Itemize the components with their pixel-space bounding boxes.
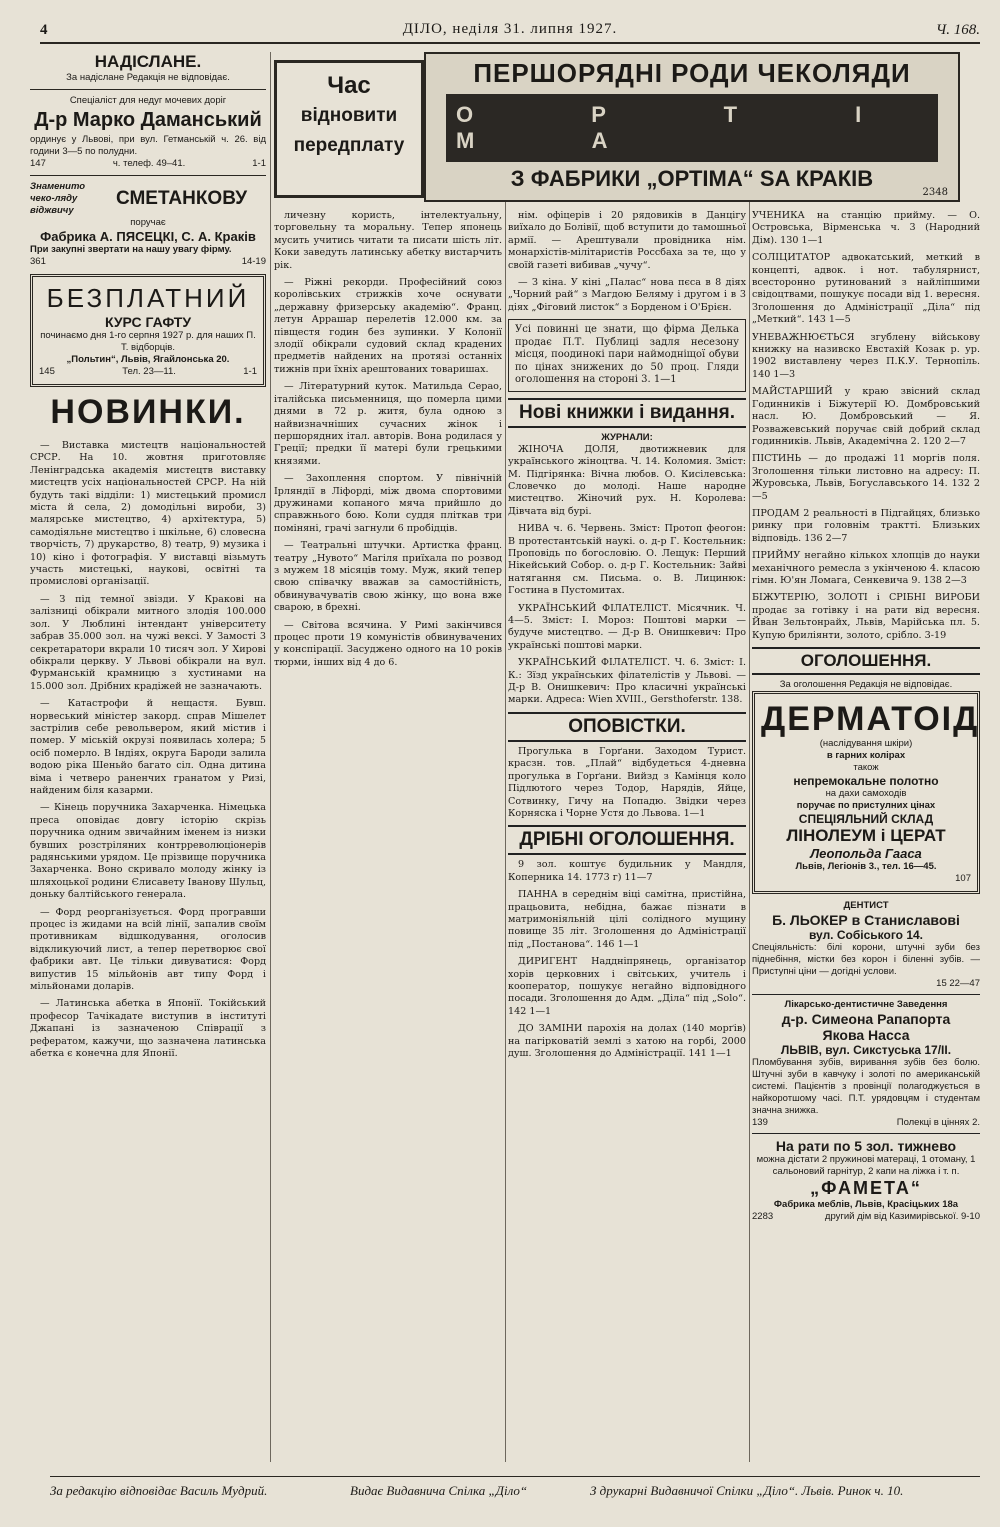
ad-number: 361 — [30, 256, 46, 267]
divider — [30, 175, 266, 176]
book-entry: УКРАЇНСЬКИЙ ФІЛАТЕЛІСТ. Місячник. Ч. 4—5. Зміст: І. Мороз: Поштові марки — будуче мистецтво. — Д-р В. Онишкевич: Про українські поштові марки. — [508, 602, 746, 651]
fam-line: другий дім від Казимирівської. 9-10 — [824, 1211, 980, 1222]
smet-text: При закупні звертати на нашу увагу фірму. — [30, 244, 232, 255]
classified: УНЕВАЖНЮЄТЬСЯ згублену військову книжку на називско Евстахій Козак р. ур. 1902 виставлену через П.К.У. Тернопіль. 140 1—3 — [752, 331, 980, 380]
derm-line: в гарних колірах — [826, 750, 906, 761]
free-sub: КУРС ГАФТУ — [104, 314, 192, 330]
fam-line: На рати по 5 зол. тижнево — [775, 1138, 957, 1154]
small-ad: ПАННА в середнім віці самітна, пристійна, працьовита, небідна, бажає пізнати в матримоніяльній цілі солідного мущину повище 35 літ. Зголошення до Адміністрації під „Постанова“. 146 1—1 — [508, 889, 746, 950]
small-ad: ДИРИГЕНТ Наддніпрянець, організатор хорів церковних і світських, учитель і кооператор, пошукує негайно відповідного посади. Зголошення до Адм. „Діла“ під „Solo“. 142 1—1 — [508, 956, 746, 1017]
news-item: — З під темної звізди. У Кракові на залізниці обікрали митного злодія 100.000 зол. У Люблині інтендант університету забрав 35.000 зол. на чужі вексі. У Замості 3 секретаратори вкрали 10 тисяч зол. У Хировi обікрали церкву. У Львові обікрали на вул. Фурманській крамницю з хустинами на 15.000 зол. Дрібних крадіжей не зазначають. — [30, 593, 266, 692]
derm-line: непремокальне полотно — [793, 774, 939, 788]
notices-title: ОПОВІСТКИ. — [508, 712, 746, 742]
fam-line: Фабрика меблів, Львів, Красіцьких 18а — [773, 1199, 959, 1210]
smetanka-ad-top — [30, 181, 266, 217]
column-3 — [508, 210, 746, 1467]
dent-line: Б. ЛЬОКЕР в Станиславові — [772, 912, 960, 928]
doctor-footer — [30, 158, 266, 170]
renew-subscription-ad — [274, 60, 424, 198]
news-item: — Форд реорганізується. Форд програвши процес із жидами на всій лінії, запалив своїм противникам відшкодування, оголосив відкликуючий лист, а тепер перетворює свої фабрики авт. Це тільки дивуватися: Форд випустив 15 мільйонів авт типу Форд і мільйонами доларів. — [30, 906, 266, 993]
free-title: БЕЗПЛАТНИЙ — [46, 283, 250, 313]
ad-number: 2283 — [752, 1211, 774, 1222]
dent-line: вул. Собіського 14. — [808, 928, 924, 942]
books-title: Нові книжки і видання. — [508, 398, 746, 428]
fameta-ad — [752, 1138, 980, 1223]
ad-number: 145 — [39, 366, 55, 377]
doctor-spec: Спеціаліст для недуг мочевих доріг — [69, 95, 227, 106]
free-course-ad — [30, 274, 266, 387]
shoe-ad: Усі повинні це знати, що фірма Делька продає П.Т. Публиці задля несезону місця, поодинокі пари наймодніщої обуви по цінах знижених до 50 проц. Гляди оголошення на стороні 3. 1—1 — [508, 319, 746, 392]
derm-line: (наслідування шкіри) — [819, 738, 913, 749]
book-entry: ЖІНОЧА ДОЛЯ, двотижневик для українського жіноцтва. Ч. 14. Коломия. Зміст: М. Підгірянка: Вічна любов. О. Кисілевська: Словечко до молоді. Наше народне мистецтво. Жіночий рух. Н. Королева: Дівчата від бурі. — [508, 443, 746, 517]
derm-line: також — [853, 762, 879, 773]
renew-line-2: відновити — [300, 105, 398, 126]
dermatoid-ad — [752, 691, 980, 894]
small-ad: ДО ЗАМІНИ парохія на долах (140 морґів) на пагірковатій землі з хатою на горбі, 2000 душ. Зголошення до Адміністрації. 141 1—1 — [508, 1023, 746, 1059]
news-item: — Виставка мистецтв національностей СРСР. На 10. жовтня приготовляє Ленінградська академія мистецтв виставку мистецтв усіх національностей СРСР. На ній будуть такі відділи: 1) мистецький промисл міста й села, 2) домодільні вироби, 3) малярське мистецтво, 4) архітектура, 5) самодіяльне мистецтво і шкільне, 6) словесна творчість, 7) друкарство, 8) театр, 9) музика і 10) кіно і фотографія. У виставці візьмуть участь мистецькі, наукові, освітні та промислові організації. — [30, 440, 266, 588]
chocolate-banner-ad — [424, 52, 960, 202]
page-footer — [50, 1476, 980, 1501]
article: нім. офіцерів і 20 рядовиків в Данцігу виїхало до Болівії, щоб вступити до тамошньої армії. — Арештували провідника нім. монархістів-мілітаристів Россбаха за те, що у своїй газеті вибивав „чучу“. — [508, 210, 746, 271]
news-item: — Катастрофи й нещастя. Бувш. норвеський міністер закорд. справ Мішелет застрілив себе револьвером, який містив і помер. У міській окрузі появилась холера; 5 осіб померло. В Індіях, округа Бароди залила водою ріка Шеньйо багато сіл. Одна дитина віма і четверо раненчих гранатом у Ризі, найденим біля казарми. — [30, 698, 266, 796]
ad-number: 15 22—47 — [936, 978, 980, 989]
ad-number: 107 — [955, 873, 971, 884]
column-divider — [270, 52, 271, 1462]
page-header — [40, 20, 980, 44]
nadislane-sub: За надіслане Редакція не відповідає. — [66, 72, 230, 83]
classified: МАЙСТАРШИЙ у краю звісний склад Годинників і Біжутерії Ю. Домбровський насл. Ю. Домбровський — Я. Розважевський поручає свій добрий склад годинників. Львів, Академічна 2. 120 2—7 — [752, 386, 980, 447]
derm-line: поручає по пристулних цінах — [796, 800, 936, 811]
article: — З кіна. У кіні „Палас“ нова пєса в 8 діях „Чорний рай“ з Магдою Беляму і другом і в 3 діях „Фіговий листок“ з Борденом і О'Брієн. — [508, 277, 746, 313]
classified: ПРОДАМ 2 реальності в Підгайцях, близько ринку при головнім трактті. Близьких відповідь. 136 2—7 — [752, 507, 980, 544]
lik-footer — [752, 1117, 980, 1129]
column-divider — [749, 200, 750, 1462]
ad-code: 14-19 — [241, 256, 266, 267]
article: — Ріжні рекорди. Професійний союз королівських стрижків хоче оснувати „державну фризерську академію“. Франц. летун Аррашар перелетів 12.000 км. за півщестя годин без зупинки. У Колонії злодії обікрали судовий склад крадених предметів найдених на протязі останніх тижнів при їхніх арештованих товаришах. — [274, 277, 502, 375]
book-entry: УКРАЇНСЬКИЙ ФІЛАТЕЛІСТ. Ч. 6. Зміст: І. К.: Зїзд українських філателістів у Львові. — Д-р В. Онишкевич: Про класичні українські марки. Адреса: Wien XVIII., Gersthoferstr. 138. — [508, 657, 746, 706]
free-footer — [39, 366, 257, 378]
derm-title: ДЕРМАТОІД — [761, 700, 980, 738]
free-text: починаємо дня 1-го серпня 1927 р. для наших П. Т. відборців. — [40, 330, 256, 353]
banner-num: 2348 — [922, 187, 948, 198]
free-addr: „Польтин“, Львів, Ягайлонська 20. — [66, 354, 230, 365]
classified: ПРИЙМУ негайно кількох хлопців до науки механічного ремесла з укінченою 4. класою гімн. Ю'ян Ломага, Сенкевича 9. 138 2—3 — [752, 550, 980, 586]
phone: ч. телеф. 49–41. — [112, 158, 186, 169]
ad-number: 139 — [752, 1117, 768, 1128]
page-number: 4 — [40, 22, 48, 38]
notice: Прогулька в Горґани. Заходом Турист. красзн. тов. „Плай“ відбудеться 4-дневна прогулька в Горґани. Вийзд з Камінця коло Підлютого через Тодор, Нарядів, Яйце, Сотвинку, Гичу на Попадю. Звідки через Корняска і Чорне Устя до Львова. 1—1 — [508, 745, 746, 819]
doctor-name: Д-р Марко Даманський — [34, 109, 262, 131]
derm-line: Леопольда Гааса — [810, 846, 922, 861]
footer-printer: З друкарні Видавничої Спілки „Діло“. Львів. Ринок ч. 10. — [590, 1483, 904, 1498]
classified: БІЖУТЕРІЮ, ЗОЛОТІ і СРІБНІ ВИРОБИ продає за готівку і на рати від вересня. Йван Зельтонрайх, Львів, Марійська пл. 5. Купую бриліянти, золото, срібло. 3-19 — [752, 592, 980, 641]
dent-line: Спеціяльність: білі корони, штучні зуби без піднебіння, містки без корон і біленні зубів. — Приступні ціни — догідні услови. — [752, 942, 980, 977]
column-1 — [30, 52, 266, 1467]
column-2 — [274, 210, 502, 1467]
ad-code: Полекці в ціннях 2. — [896, 1117, 980, 1128]
classified: СОЛІЦИТАТОР адвокатський, меткий в концепті, адвок. і нот. табулярнист, всесторонно рутинований з найліпшими свідоцтвами, пошукує посади від 1. вересня. Зголошення до Адміністрації „Діла“ під „Меткий“. 143 1—5 — [752, 252, 980, 326]
phone: Тел. 23—11. — [122, 366, 176, 377]
banner-sub: З ФАБРИКИ „ОРТІМА“ SA КРАКІВ — [510, 166, 874, 191]
article: — Світова всячина. У Римі закінчився процес проти 19 комуністів обвинувачених у конспірації. Засуджено одного на 10 років тюрми, інших від 4 до 6. — [274, 619, 502, 668]
smet-footer — [30, 256, 266, 268]
article: — Театральні штучки. Артистка франц. театру „Нувото“ Магіля приїхала по розвод з мужем 18 місяців тому. Муж, який тепер свою співачку вважав за самостійність, обвинувачуватів свою жінку, що вона вже сварою, в брехні. — [274, 540, 502, 614]
smet-fab: Фабрика А. ПЯСЕЦКІ, С. А. Краків — [40, 229, 256, 244]
lik-line: Пломбування зубів, виривання зубів без болю. Штучні зуби в кавчуку і золоті по американській системі. Пацієнтів з провінції полагоджується в найкоротшому часі. П.Т. урядовцям і студентам значна знижка. — [752, 1057, 980, 1116]
ogol-title: ОГОЛОШЕННЯ. — [752, 647, 980, 675]
smet-left: Знаменито чеко-ляду віджвичу — [30, 181, 86, 216]
books-sub: ЖУРНАЛИ: — [601, 431, 653, 443]
news-item: — Латинська абетка в Японії. Токійський професор Тачікадате виступив в інституті Джапані із зазначеною Співрації з рефератом, кажучи, що зазначена латинська абетка є конечна для Японії. — [30, 998, 266, 1060]
book-entry: НИВА ч. 6. Червень. Зміст: Протоп феогон: В протестантській наукі. о. д-р Г. Костельник: Проповідь по богословію. О. Лещук: Перший Нікейський Собор. о. д-р Г. Костельник: Зайві натягання см. Письма. о. В. Лицинюк: Гостина в Пустомитах. — [508, 523, 746, 597]
renew-line-3: передплату — [293, 135, 405, 156]
dental-clinic-ad — [752, 999, 980, 1134]
renew-line-1: Час — [327, 72, 371, 99]
dentist-ad — [752, 900, 980, 995]
article: личезну користь, інтелектуальну, торговельну та моральну. Тепер японець мусить учитись читати та писати шість літ. Коки заведуть латинську абетку вистарчить рік. — [274, 210, 502, 271]
fam-footer — [752, 1211, 980, 1223]
ad-number: 147 — [30, 158, 46, 169]
small-ad: 9 зол. коштує будильник у Мандля, Коперника 14. 1773 г) 11—7 — [508, 859, 746, 883]
classified: ПІСТИНЬ — до продажі 11 моргів поля. Зголошення тільки листовно на адресу: П. Журовська, Львів, Богуславського 14. 132 2—5 — [752, 453, 980, 502]
doctor-text: ординує у Львові, при вул. Гетманській ч. 26. від години 3—5 по полудни. — [30, 134, 266, 157]
small-ads-title: ДРІБНІ ОГОЛОШЕННЯ. — [508, 825, 746, 855]
lik-line: Лікарсько-дентистичне Заведення — [784, 999, 948, 1010]
ad-code: 1-1 — [243, 366, 257, 377]
banner-letters: O P T I M A — [456, 102, 918, 153]
column-divider — [505, 200, 506, 1462]
derm-line: ЛІНОЛЕУМ і ЦЕРАТ — [786, 826, 946, 845]
news-title: НОВИНКИ. — [50, 393, 246, 431]
article: — Захоплення спортом. У північній Ірляндії в Ліфорді, між двома спортовими дружинами копаного мяча прийшло до справжнього бою. Коли суддя пліткав три поміняні, грачі загнули 6 пробідців. — [274, 473, 502, 534]
smet-pre: поручає — [130, 217, 166, 228]
article: — Літературний куток. Матильда Серао, італійська письменниця, що померла цими днями в 72 р. житя, була одною з найвизначніших сучасних жінок і першорядних італ. авторів. Вона родилася у Греції; предки її матері були грецькими князями. — [274, 381, 502, 467]
fam-line: „ФАМЕТА“ — [810, 1178, 922, 1198]
nadislane-title: НАДІСЛАНЕ. — [94, 52, 202, 71]
lik-line: Якова Насса — [822, 1027, 910, 1043]
issue-number: Ч. 168. — [935, 22, 980, 38]
banner-title: ПЕРШОРЯДНІ РОДИ ЧЕКОЛЯДИ — [473, 58, 911, 88]
masthead-date: ДІЛО, неділя 31. липня 1927. — [402, 21, 618, 37]
footer-editor: За редакцію відповідає Василь Мудрий. — [50, 1483, 268, 1498]
dent-line: ДЕНТИСТ — [843, 900, 889, 911]
derm-line: на дахи самоходів — [825, 788, 907, 799]
lik-line: ЛЬВІВ, вул. Сикстуська 17/II. — [780, 1043, 952, 1057]
news-item: — Кінець поручника Захарченка. Німецька преса оповідає довгу історію скрізь поручника одним звичайним іменем із низки бувших розстріляних контрреволюціонерів радянськими урядом. Це прізвище поручника Захарченка. Воно скривало молоду жінку із шляхоцької родини Єлисавету Іванову Шульц, доньку балтійського генерала. — [30, 802, 266, 901]
ad-code: 1-1 — [252, 158, 266, 169]
derm-line: Львів, Легіонів 3., тел. 16—45. — [795, 861, 937, 872]
derm-line: СПЕЦІЯЛЬНИЙ СКЛАД — [798, 812, 934, 826]
ogol-sub: За оголошення Редакція не відповідає. — [779, 679, 953, 690]
lik-line: д-р. Симеона Рапапорта — [781, 1011, 951, 1027]
smet-name: СМЕТАНКОВУ — [116, 188, 248, 209]
classified: УЧЕНИКА на станцію прийму. — О. Островська, Вірменська ч. 3 (Народний Дім). 130 1—1 — [752, 210, 980, 246]
column-4 — [752, 210, 980, 1467]
fam-line: можна дістати 2 пружинові матераці, 1 отоману, 1 сальоновий гарнітур, 2 капи на ліжка і т. п. — [756, 1154, 976, 1177]
chocolate-packages-image — [446, 94, 938, 162]
footer-publisher: Видає Видавнича Спілка „Діло“ — [350, 1483, 528, 1498]
divider — [30, 89, 266, 90]
